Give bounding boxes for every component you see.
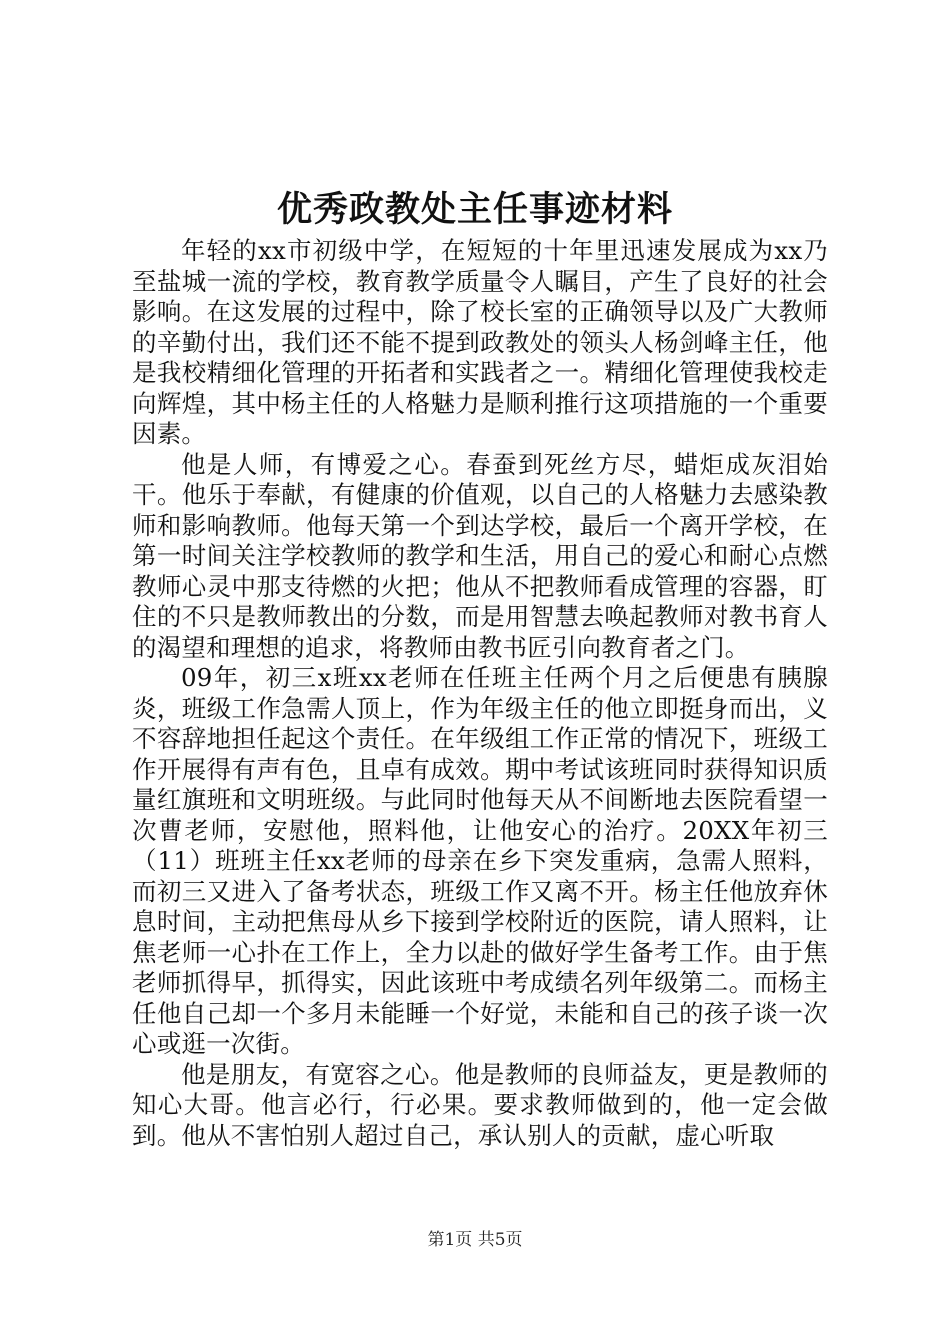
document-title: 优秀政教处主任事迹材料 [276,189,673,230]
document-body [132,236,828,1151]
paragraph: 他是朋友，有宽容之心。他是教师的良师益友，更是教师的知心大哥。他言必行，行必果。要求教师做到的，他一定会做到。他从不害怕别人超过自己，承认别人的贡献，虚心听取 [132,1059,828,1150]
paragraph: 年轻的xx市初级中学，在短短的十年里迅速发展成为xx乃至盐城一流的学校，教育教学质量令人瞩目，产生了良好的社会影响。在这发展的过程中，除了校长室的正确领导以及广大教师的辛勤付出，我们还不能不提到政教处的领头人杨剑峰主任，他是我校精细化管理的开拓者和实践者之一。精细化管理使我校走向辉煌，其中杨主任的人格魅力是顺利推行这项措施的一个重要因素。 [132,236,828,448]
paragraph: 09年，初三x班xx老师在任班主任两个月之后便患有胰腺炎，班级工作急需人顶上，作为年级主任的他立即挺身而出，义不容辞地担任起这个责任。在年级组工作正常的情况下，班级工作开展得有声有色，且卓有成效。期中考试该班同时获得知识质量红旗班和文明班级。与此同时他每天从不间断地去医院看望一次曹老师，安慰他，照料他，让他安心的治疗。20XX年初三（11）班班主任xx老师的母亲在乡下突发重病，急需人照料，而初三又进入了备考状态，班级工作又离不开。杨主任他放弃休息时间，主动把焦母从乡下接到学校附近的医院，请人照料，让焦老师一心扑在工作上，全力以赴的做好学生备考工作。由于焦老师抓得早，抓得实，因此该班中考成绩名列年级第二。而杨主任他自己却一个多月未能睡一个好觉，未能和自己的孩子谈一次心或逛一次街。 [132,663,828,1058]
paragraph: 他是人师，有博爱之心。春蚕到死丝方尽，蜡炬成灰泪始干。他乐于奉献，有健康的价值观，以自己的人格魅力去感染教师和影响教师。他每天第一个到达学校，最后一个离开学校，在第一时间关注学校教师的教学和生活，用自己的爱心和耐心点燃教师心灵中那支待燃的火把；他从不把教师看成管理的容器，盯住的不只是教师教出的分数，而是用智慧去唤起教师对教书育人的渴望和理想的追求，将教师由教书匠引向教育者之门。 [132,449,828,662]
page-number-footer: 第1页 共5页 [427,1230,523,1250]
